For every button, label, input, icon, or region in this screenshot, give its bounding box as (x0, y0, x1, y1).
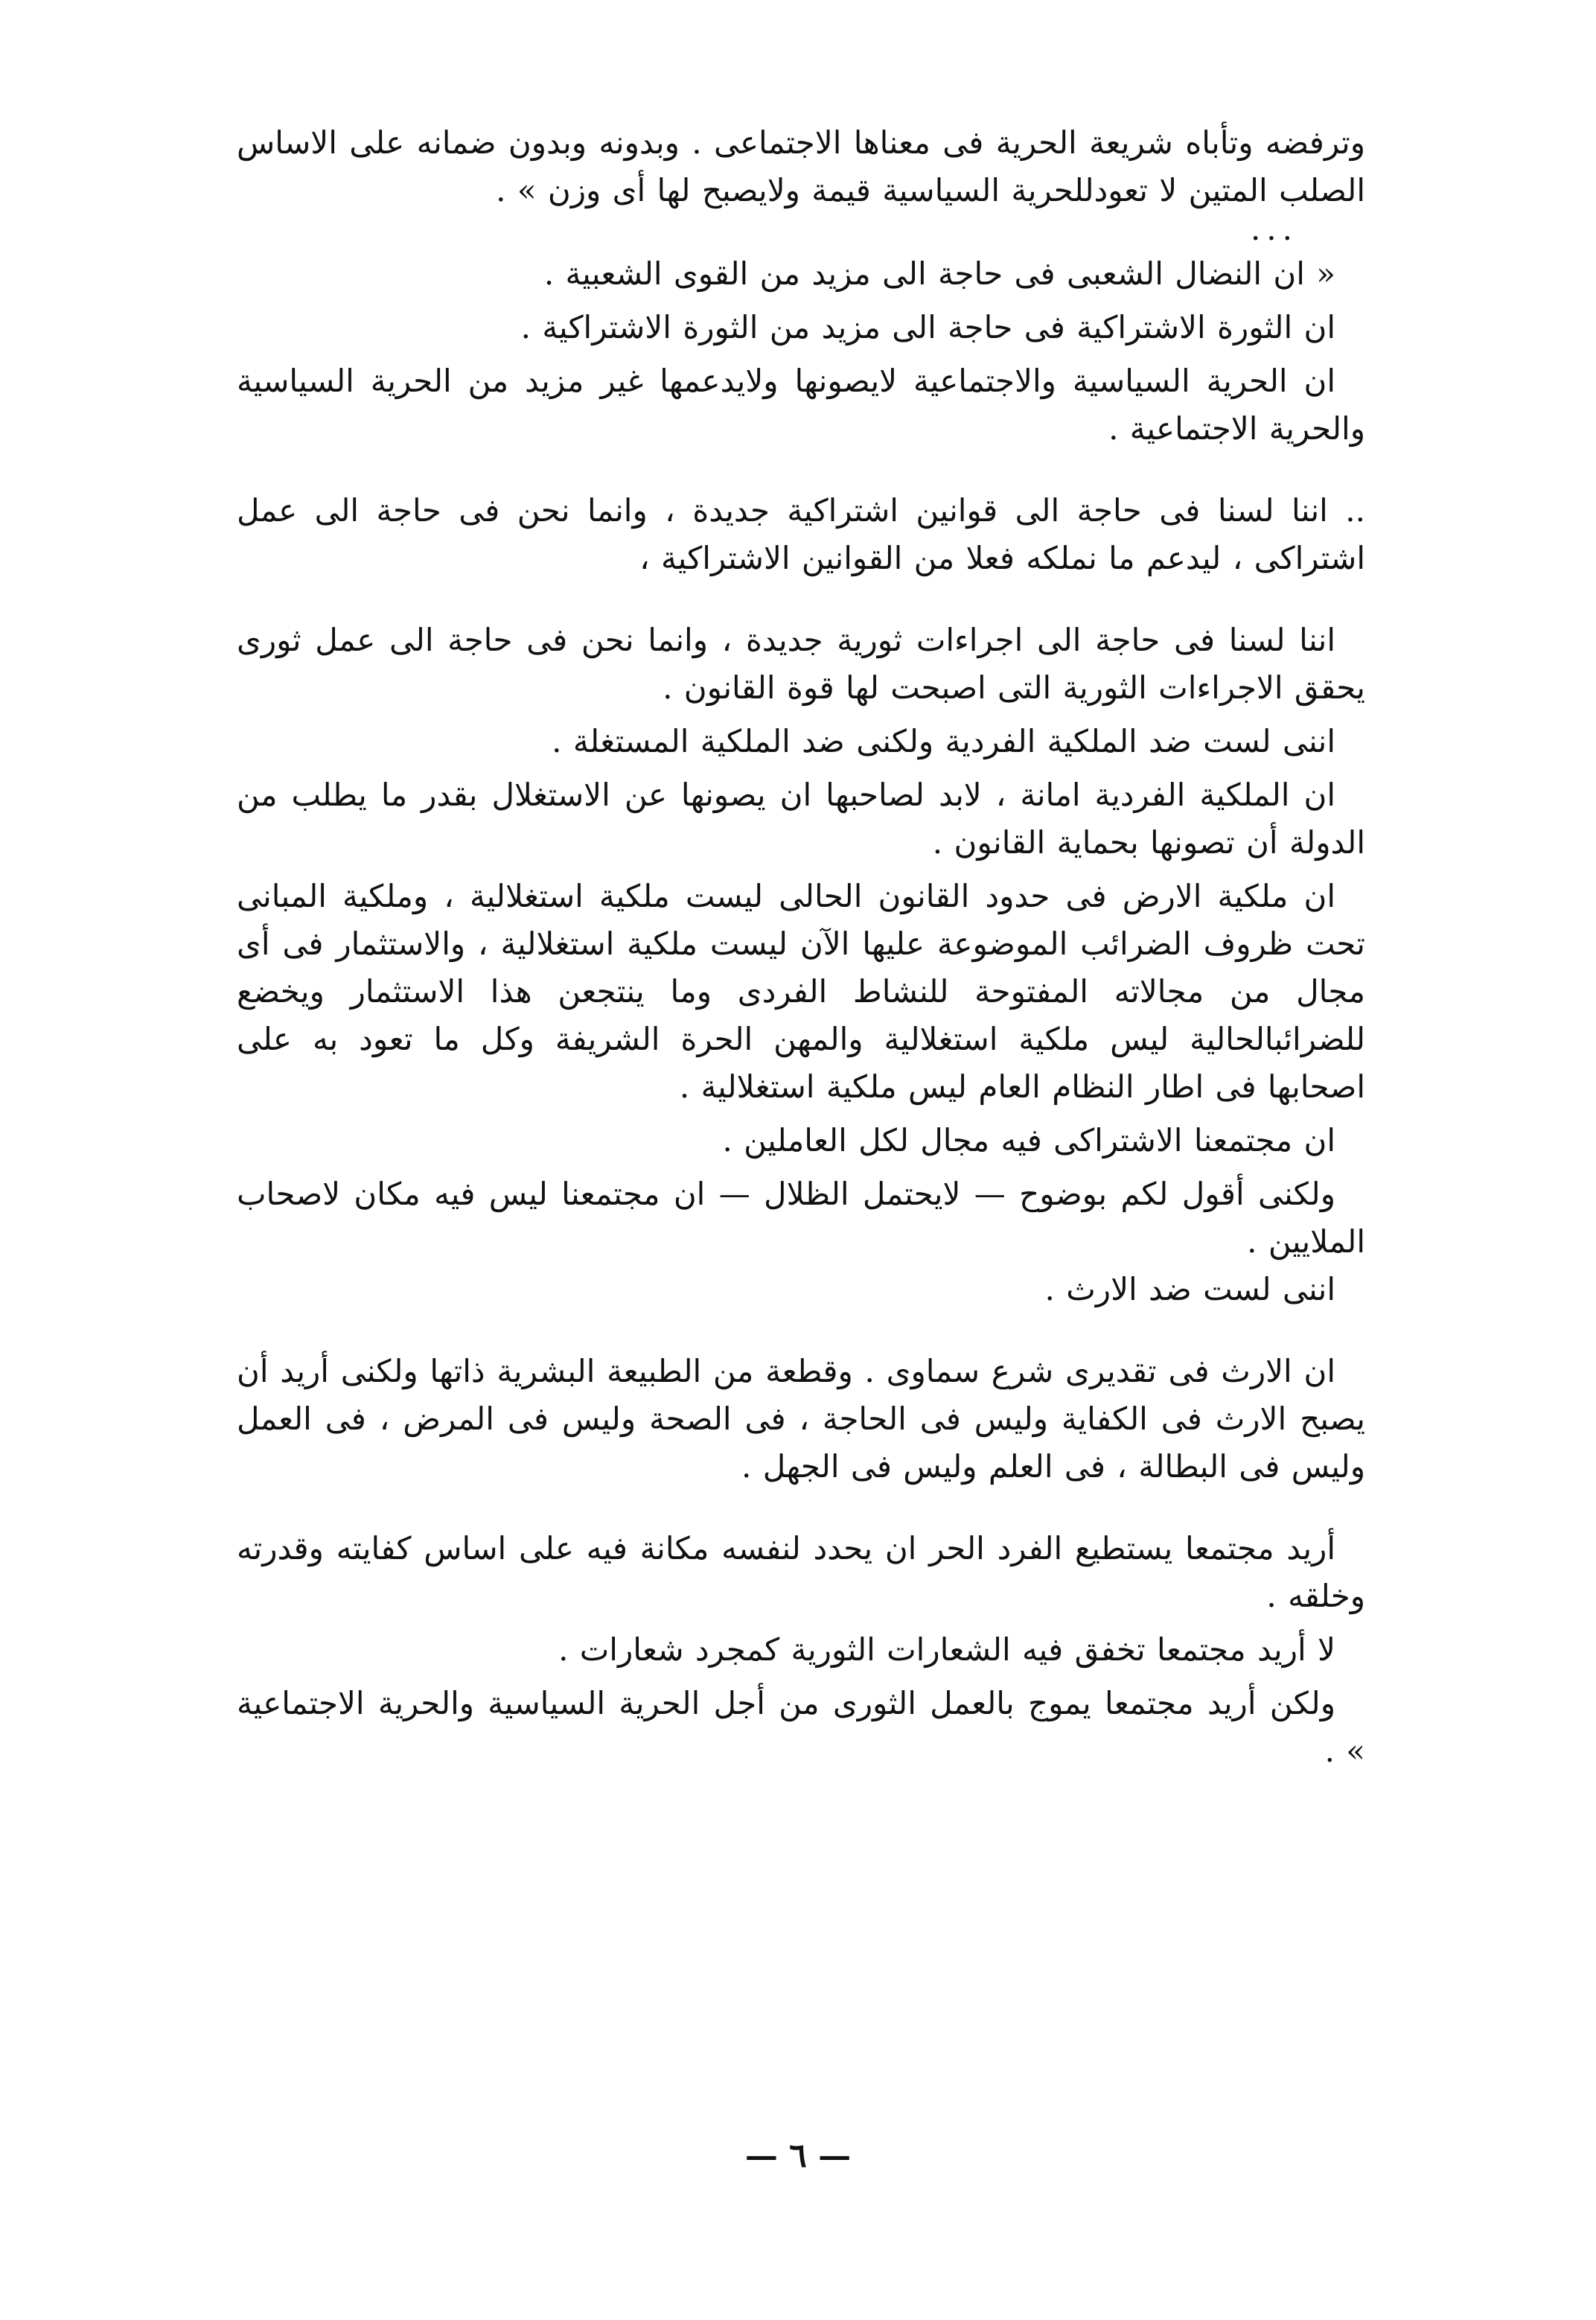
ellipsis-separator: ... (1250, 211, 1298, 247)
paragraph-11: ولكنى أقول لكم بوضوح — لايحتمل الظلال — ان مجتمعنا ليس فيه مكان لاصحاب الملايين . (237, 1176, 1365, 1260)
paragraph-6: اننا لسنا فى حاجة الى اجراءات ثورية جديدة ، وانما نحن فى حاجة الى عمل ثورى يحقق الاجراءات الثورية التى اصبحت لها قوة القانون . (237, 622, 1365, 706)
paragraph-4: ان الحرية السياسية والاجتماعية لايصونها ولايدعمها غير مزيد من الحرية السياسية والحرية الاجتماعية . (237, 363, 1365, 447)
paragraph-15: لا أريد مجتمعا تخفق فيه الشعارات الثورية كمجرد شعارات . (558, 1631, 1335, 1668)
text-column (237, 119, 1365, 1775)
paragraph-2: « ان النضال الشعبى فى حاجة الى مزيد من القوى الشعبية . (543, 255, 1335, 292)
paragraph-16: ولكن أريد مجتمعا يموج بالعمل الثورى من أجل الحرية السياسية والحرية الاجتماعية » . (237, 1685, 1365, 1769)
page-number: — ٦ — (744, 2137, 852, 2175)
paragraph-14: أريد مجتمعا يستطيع الفرد الحر ان يحدد لنفسه مكانة فيه على اساس كفايته وقدرته وخلقه . (237, 1530, 1365, 1614)
paragraph-1: وترفضه وتأباه شريعة الحرية فى معناها الاجتماعى . وبدونه وبدون ضمانه على الاساس الصلب المتين لا تعودللحرية السياسية قيمة ولايصبح لها أى وزن » . (237, 124, 1365, 208)
paragraph-5: .. اننا لسنا فى حاجة الى قوانين اشتراكية جديدة ، وانما نحن فى حاجة الى عمل اشتراكى ، ليدعم ما نملكه فعلا من القوانين الاشتراكية ، (237, 492, 1365, 576)
paragraph-7: اننى لست ضد الملكية الفردية ولكنى ضد الملكية المستغلة . (552, 723, 1335, 759)
paragraph-10: ان مجتمعنا الاشتراكى فيه مجال لكل العاملين . (722, 1122, 1335, 1159)
paragraph-3: ان الثورة الاشتراكية فى حاجة الى مزيد من الثورة الاشتراكية . (520, 309, 1335, 345)
paragraph-9: ان ملكية الارض فى حدود القانون الحالى ليست ملكية استغلالية ، وملكية المبانى تحت ظروف الضرائب الموضوعة عليها الآن ليست ملكية استغلالية ، والاستثمار فى أى مجال من مجالاته المفتوحة للنشاط الفردى وما ينتجعن هذا الاستثمار ويخضع للضرائبالحالية ليس ملكية استغلالية والمهن الحرة الشريفة وكل ما تعود به على اصحابها فى اطار النظام العام ليس ملكية استغلالية . (237, 878, 1365, 1105)
paragraph-8: ان الملكية الفردية امانة ، لابد لصاحبها ان يصونها عن الاستغلال بقدر ما يطلب من الدولة أن تصونها بحماية القانون . (237, 777, 1365, 861)
paragraph-12: اننى لست ضد الارث . (1044, 1271, 1335, 1307)
paragraph-13: ان الارث فى تقديرى شرع سماوى . وقطعة من الطبيعة البشرية ذاتها ولكنى أريد أن يصبح الارث فى الكفاية وليس فى الحاجة ، فى الصحة وليس فى المرض ، فى العمل وليس فى البطالة ، فى العلم وليس فى الجهل . (237, 1353, 1365, 1485)
